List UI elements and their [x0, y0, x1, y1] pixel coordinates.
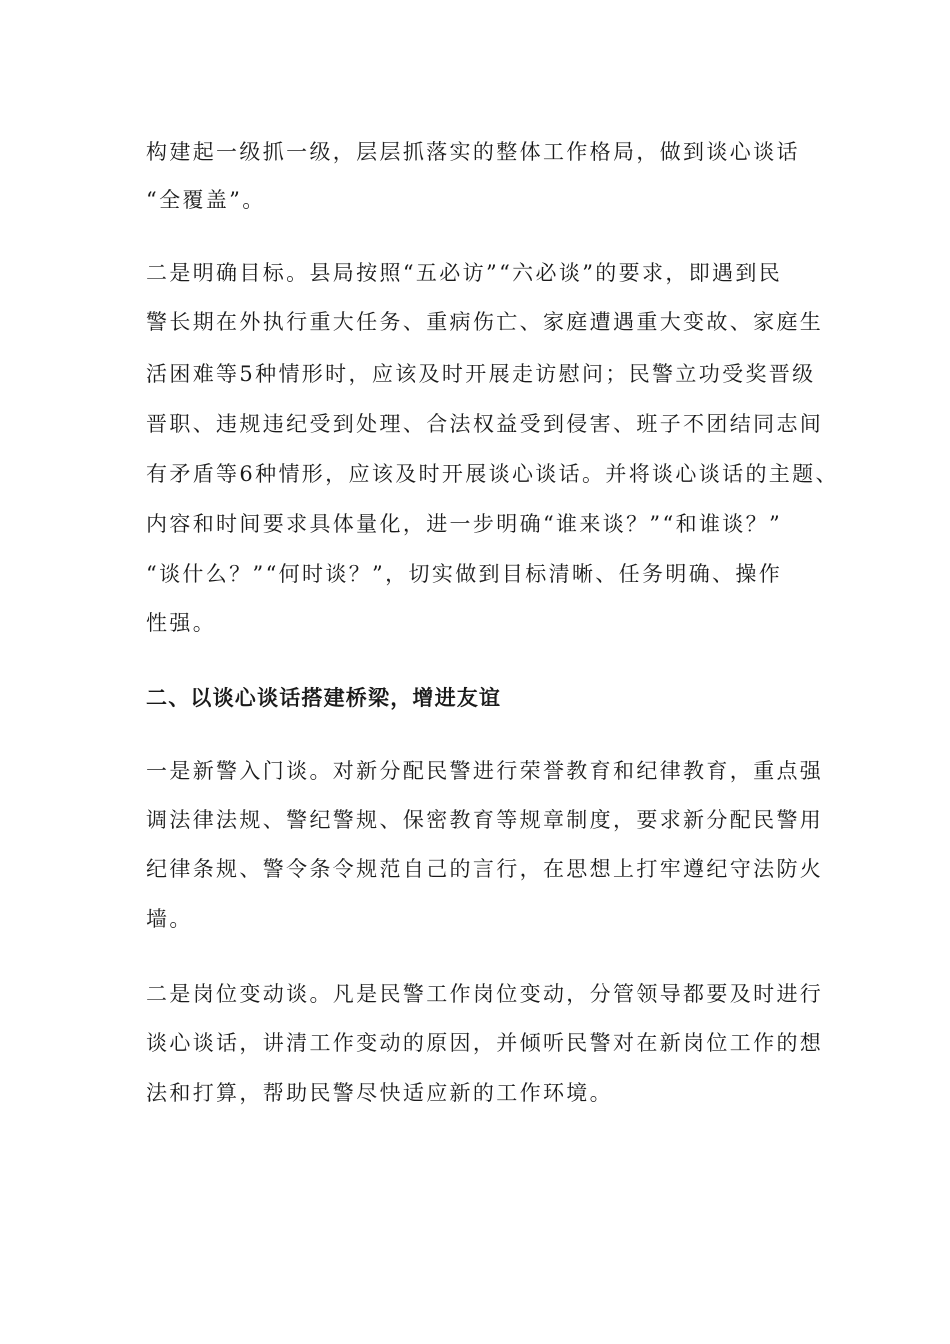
paragraph-line: 墙。: [146, 907, 193, 931]
paragraph-line: 二是明确目标。县局按照“五必访”“六必谈”的要求，即遇到民: [146, 261, 783, 285]
paragraph-line: 晋职、违规违纪受到处理、合法权益受到侵害、班子不团结同志间: [146, 412, 824, 436]
paragraph-line: 警长期在外执行重大任务、重病伤亡、家庭遭遇重大变故、家庭生: [146, 310, 824, 334]
paragraph-line: 有矛盾等6种情形，应该及时开展谈心谈话。并将谈心谈话的主题、: [146, 462, 839, 486]
paragraph-line: 一是新警入门谈。对新分配民警进行荣誉教育和纪律教育，重点强: [146, 759, 824, 783]
paragraph-line: “谈什么？”“何时谈？”，切实做到目标清晰、任务明确、操作: [146, 562, 783, 586]
paragraph-line: 内容和时间要求具体量化，进一步明确“谁来谈？”“和谁谈？”: [146, 512, 783, 536]
paragraph-line: 调法律法规、警纪警规、保密教育等规章制度，要求新分配民警用: [146, 808, 824, 832]
paragraph-line: 法和打算，帮助民警尽快适应新的工作环境。: [146, 1081, 613, 1105]
section-heading: 二、以谈心谈话搭建桥梁，增进友谊: [146, 685, 502, 710]
paragraph-line: 活困难等5种情形时，应该及时开展走访慰问；民警立功受奖晋级: [146, 362, 816, 386]
paragraph-line: 二是岗位变动谈。凡是民警工作岗位变动，分管领导都要及时进行: [146, 982, 824, 1006]
paragraph-line: 纪律条规、警令条令规范自己的言行，在思想上打牢遵纪守法防火: [146, 857, 824, 881]
paragraph-line: 性强。: [146, 611, 217, 635]
paragraph-line: “全覆盖”。: [146, 188, 266, 212]
paragraph-line: 构建起一级抓一级，层层抓落实的整体工作格局，做到谈心谈话: [146, 140, 800, 164]
paragraph-line: 谈心谈话，讲清工作变动的原因，并倾听民警对在新岗位工作的想: [146, 1031, 824, 1055]
